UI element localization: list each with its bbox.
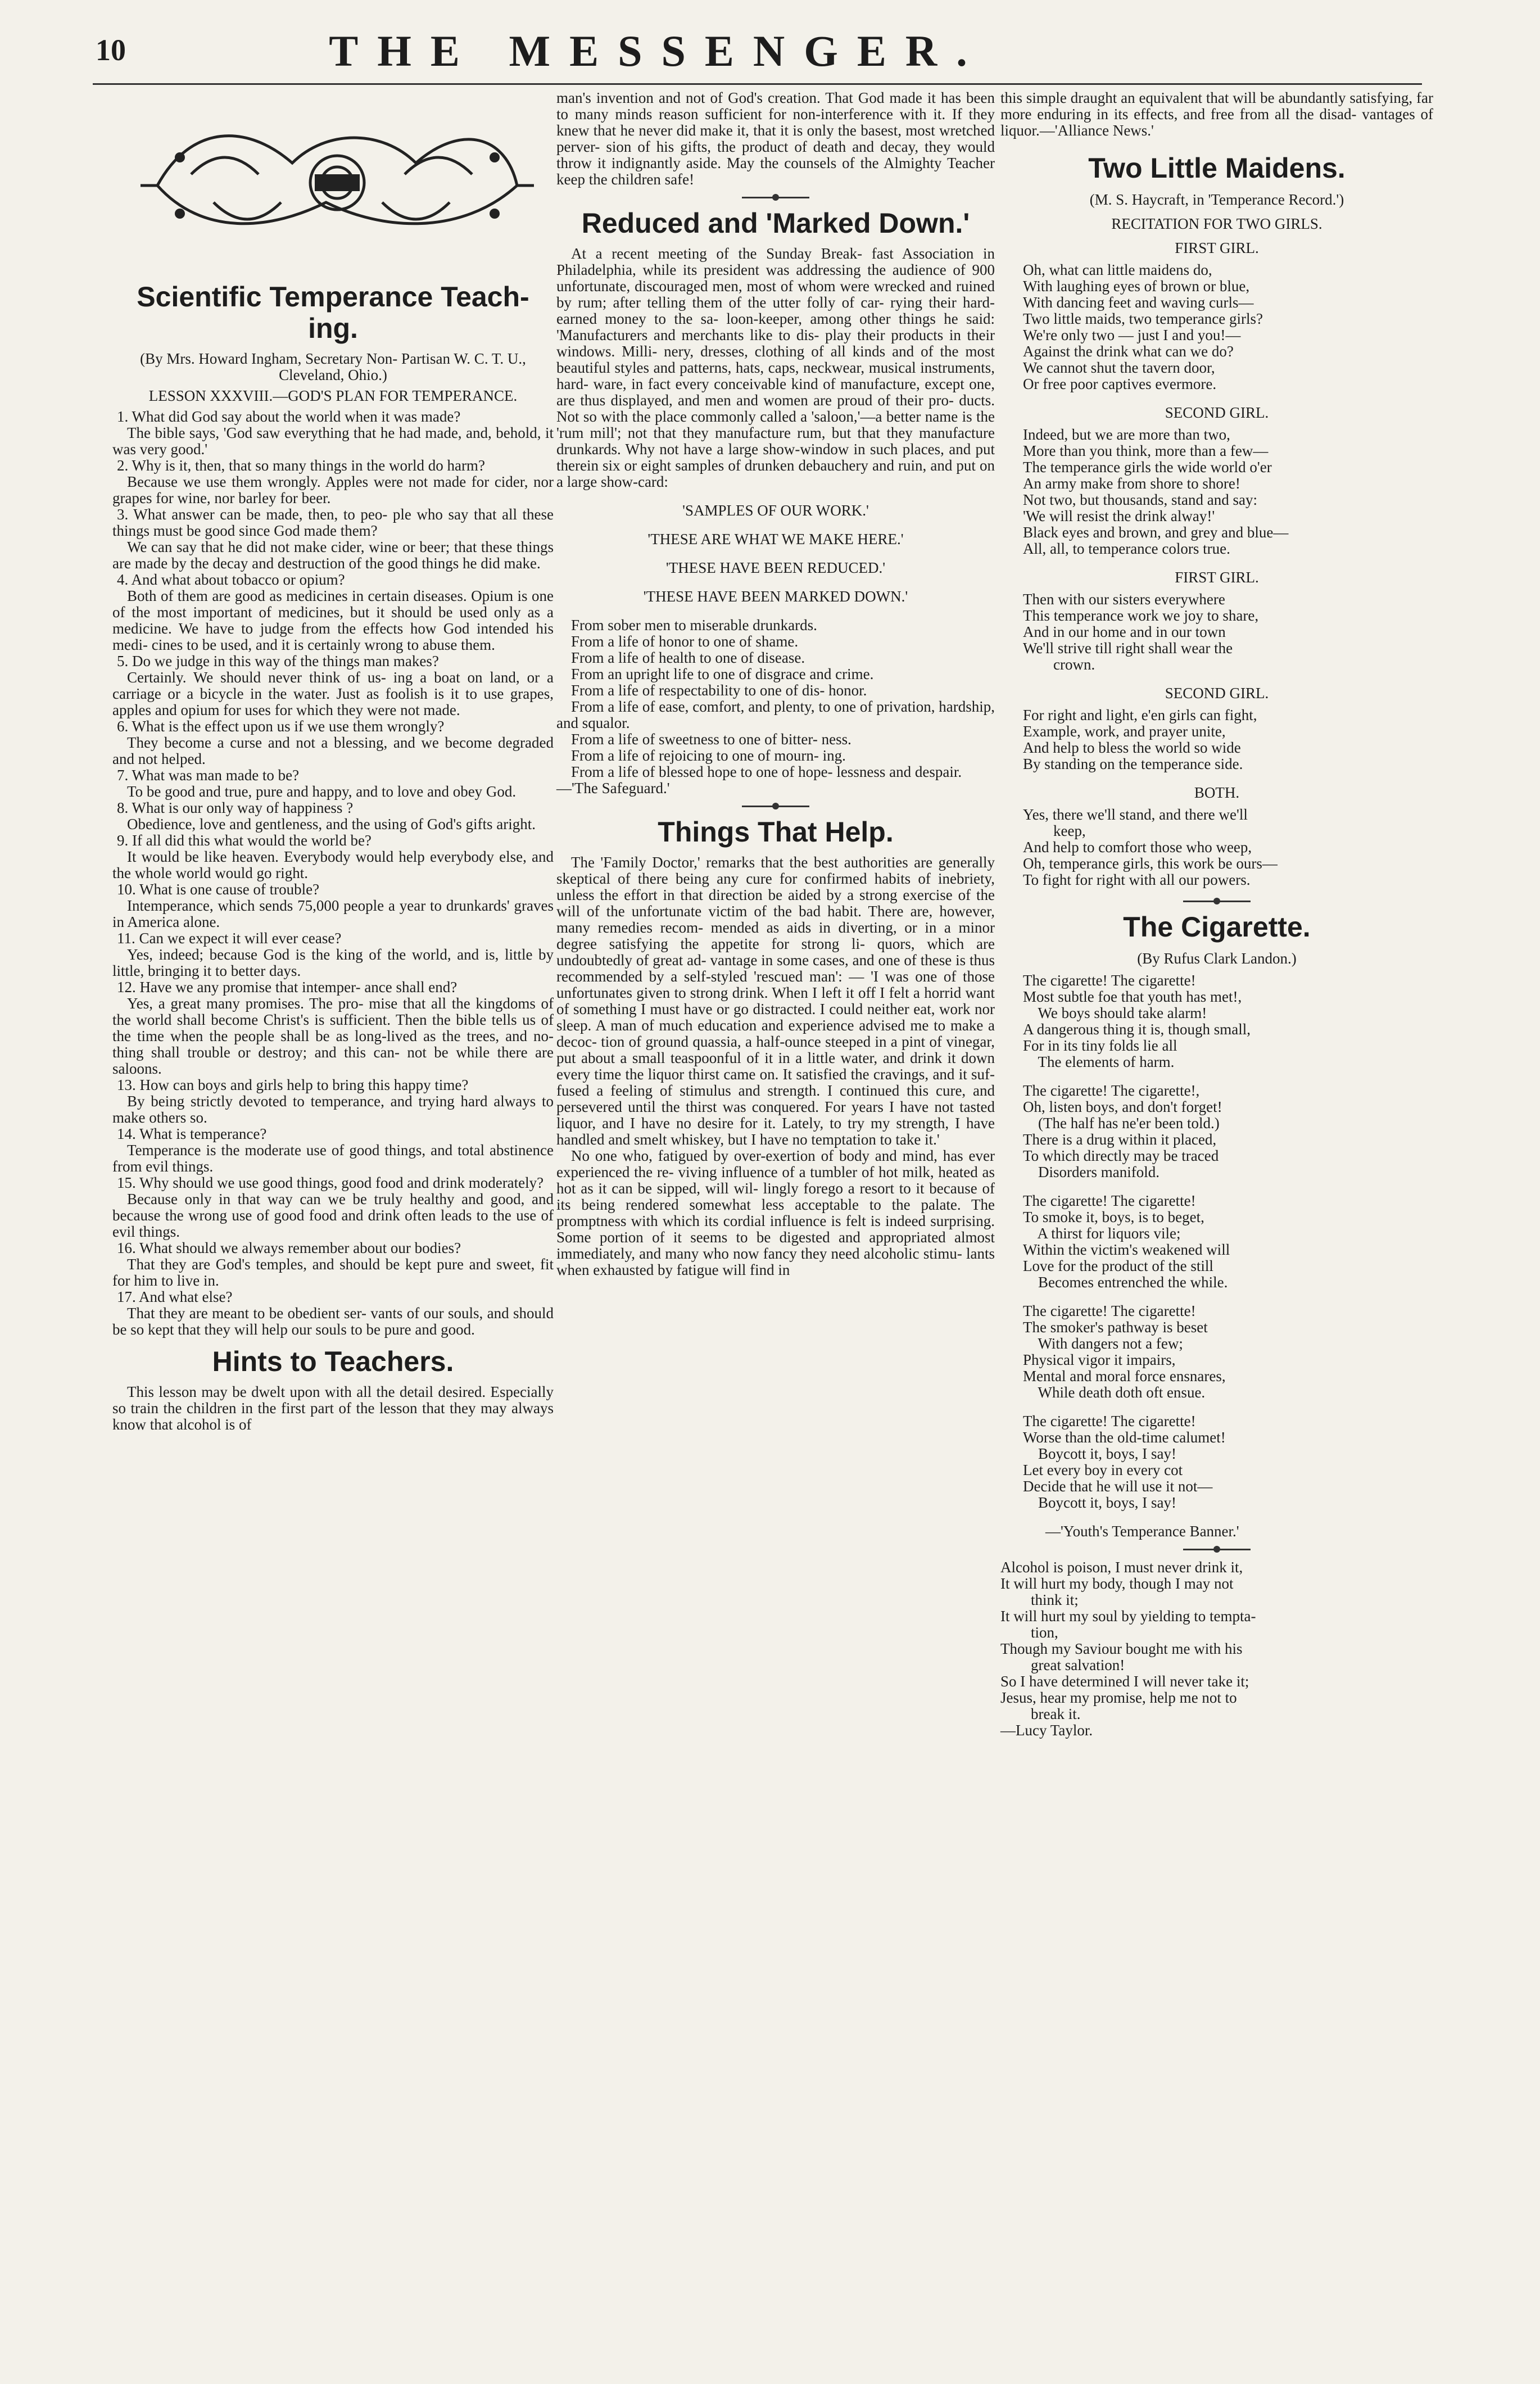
verse-line: Let every boy in every cot bbox=[1023, 1462, 1183, 1478]
verse-line: Physical vigor it impairs, bbox=[1023, 1351, 1176, 1368]
verse-line: Disorders manifold. bbox=[1023, 1164, 1159, 1180]
verse-line: With laughing eyes of brown or blue, bbox=[1023, 278, 1250, 295]
lesson-paragraph: 14. What is temperance? bbox=[117, 1125, 267, 1142]
alcohol-verse bbox=[1000, 1559, 1433, 1722]
poem-stanza bbox=[1023, 707, 1433, 772]
verse-line: The elements of harm. bbox=[1023, 1053, 1175, 1070]
from-list-item: From a life of honor to one of shame. bbox=[571, 633, 799, 650]
verse-line: An army make from shore to shore! bbox=[1023, 475, 1240, 492]
verse-line: think it; bbox=[1000, 1591, 1079, 1608]
verse-line: It will hurt my body, though I may not bbox=[1000, 1575, 1234, 1592]
verse-line: (The half has ne'er been told.) bbox=[1023, 1115, 1220, 1132]
show-card-line: 'THESE ARE WHAT WE MAKE HERE.' bbox=[647, 531, 904, 548]
temperance-ornament-icon bbox=[124, 90, 540, 259]
verse-line: Oh, temperance girls, this work be ours— bbox=[1023, 855, 1278, 872]
verse-line: Love for the product of the still bbox=[1023, 1257, 1213, 1274]
verse-line: For in its tiny folds lie all bbox=[1023, 1037, 1177, 1054]
lesson-paragraph: 9. If all did this what would the world be? bbox=[117, 832, 372, 849]
lesson-paragraph: We can say that he did not make cider, wine or beer; that these things are made by the decay and destruction of the good things he did make. bbox=[112, 539, 554, 572]
article-title-things-that-help: Things That Help. bbox=[658, 816, 894, 848]
divider-rule bbox=[742, 806, 809, 807]
verse-line: This temperance work we joy to share, bbox=[1023, 607, 1259, 624]
verse-line: Boycott it, boys, I say! bbox=[1023, 1494, 1176, 1511]
things-text-2: No one who, fatigued by over-exertion of body and mind, has ever experienced the re- viving influence of a tumbler of hot milk, heated as hot as it can be sipped, will wil- lingly forego a resort to it because of its being rendered somewhat less acceptable to the palate. The promptness with which its cordial influence is felt is indeed surprising. Some portion of it seems to be digested and appropriated almost immediately, and many who now fancy they need alcoholic stimu- lants when exhausted by fatigue will find in bbox=[556, 1147, 995, 1278]
lesson-paragraph: Because only in that way can we be truly healthy and good, and because the wrong use of good food and drink often leads to the use of evil things. bbox=[112, 1191, 554, 1240]
lesson-paragraph: 7. What was man made to be? bbox=[117, 767, 300, 784]
lesson-paragraph: Both of them are good as medicines in certain diseases. Opium is one of the most important of medicines, but it should be used only as a medicine. We have to judge from the effects how God intended his medi- cines to be used, and it is certainly wrong to abuse them. bbox=[112, 587, 554, 653]
verse-line: Oh, what can little maidens do, bbox=[1023, 261, 1212, 278]
verse-line: There is a drug within it placed, bbox=[1023, 1131, 1217, 1148]
verse-line: Example, work, and prayer unite, bbox=[1023, 723, 1226, 740]
speaker-label: SECOND GIRL. bbox=[1165, 685, 1269, 702]
poem-stanza bbox=[1023, 1303, 1433, 1401]
lesson-paragraph: 2. Why is it, then, that so many things in the world do harm? bbox=[117, 457, 485, 474]
verse-line: The cigarette! The cigarette! bbox=[1023, 972, 1196, 989]
verse-line: Indeed, but we are more than two, bbox=[1023, 426, 1230, 443]
lesson-paragraph: 12. Have we any promise that intemper- ance shall end? bbox=[117, 979, 458, 996]
speaker-label: FIRST GIRL. bbox=[1175, 569, 1259, 586]
poem-stanza bbox=[1023, 1413, 1433, 1511]
column-3 bbox=[1000, 90, 1433, 1739]
column-2 bbox=[556, 90, 995, 1278]
verse-line: break it. bbox=[1000, 1706, 1081, 1722]
verse-line: Two little maids, two temperance girls? bbox=[1023, 310, 1263, 327]
lesson-paragraph: Yes, indeed; because God is the king of the world, and is, little by little, bringing it to better days. bbox=[112, 946, 554, 979]
verse-line: We're only two — just I and you!— bbox=[1023, 327, 1241, 343]
verse-line: Worse than the old-time calumet! bbox=[1023, 1429, 1226, 1446]
lesson-body bbox=[112, 409, 554, 1338]
lesson-paragraph: 10. What is one cause of trouble? bbox=[117, 881, 320, 898]
verse-line: We boys should take alarm! bbox=[1023, 1005, 1207, 1021]
from-list bbox=[556, 617, 995, 780]
verse-line: Oh, listen boys, and don't forget! bbox=[1023, 1098, 1222, 1115]
lesson-paragraph: The bible says, 'God saw everything that he had made, and, behold, it was very good.' bbox=[112, 424, 554, 458]
lesson-paragraph: By being strictly devoted to temperance, and trying hard always to make others so. bbox=[112, 1093, 554, 1126]
lesson-paragraph: 15. Why should we use good things, good food and drink moderately? bbox=[117, 1174, 544, 1191]
lesson-paragraph: Yes, a great many promises. The pro- mise that all the kingdoms of the world shall become Christ's is sufficient. Then the bible tells us of the time when the people shall be as long-lived as the trees, and no- thing shall trouble or destroy; and this can- not be while there are saloons. bbox=[112, 995, 554, 1077]
column-1 bbox=[112, 90, 554, 1433]
verse-line: With dancing feet and waving curls— bbox=[1023, 294, 1254, 311]
verse-line: It will hurt my soul by yielding to tempta- bbox=[1000, 1608, 1256, 1625]
verse-line: Or free poor captives evermore. bbox=[1023, 376, 1217, 392]
lesson-paragraph: 4. And what about tobacco or opium? bbox=[117, 571, 345, 588]
verse-line: The cigarette! The cigarette! bbox=[1023, 1192, 1196, 1209]
lesson-paragraph: Intemperance, which sends 75,000 people a year to drunkards' graves in America alone. bbox=[112, 897, 554, 930]
page-number: 10 bbox=[96, 33, 126, 67]
lesson-paragraph: To be good and true, pure and happy, and to love and obey God. bbox=[127, 783, 517, 800]
poem-stanza bbox=[1023, 1083, 1433, 1180]
from-list-item: From a life of respectability to one of dis- honor. bbox=[571, 682, 867, 699]
lesson-paragraph: It would be like heaven. Everybody would help everybody else, and the whole world would go right. bbox=[112, 848, 554, 881]
divider-rule bbox=[1183, 901, 1251, 902]
verse-line: Then with our sisters everywhere bbox=[1023, 591, 1225, 608]
verse-line: With dangers not a few; bbox=[1023, 1335, 1183, 1352]
verse-line: Alcohol is poison, I must never drink it, bbox=[1000, 1559, 1243, 1576]
show-card-line: 'THESE HAVE BEEN REDUCED.' bbox=[665, 559, 886, 576]
verse-line: The temperance girls the wide world o'er bbox=[1023, 459, 1272, 476]
reduced-credit: —'The Safeguard.' bbox=[556, 780, 670, 797]
header-rule bbox=[93, 83, 1422, 85]
divider-rule bbox=[1183, 1549, 1251, 1550]
verse-line: The smoker's pathway is beset bbox=[1023, 1319, 1208, 1336]
lesson-paragraph: 5. Do we judge in this way of the things man makes? bbox=[117, 653, 439, 669]
verse-credit: —Lucy Taylor. bbox=[1000, 1722, 1093, 1739]
from-list-item: From a life of rejoicing to one of mourn- ing. bbox=[571, 747, 846, 764]
lesson-paragraph: 17. And what else? bbox=[117, 1288, 233, 1305]
things-text-1: The 'Family Doctor,' remarks that the best authorities are generally skeptical of there being any cure for confirmed habits of inebriety, unless the effort in that direction be aided by a strong exercise of the will of the unfortunate victim of the bad habit. There are, however, many remedies recom- mended as aids in diverting, or in a minor degree satisfying the appetite for strong li- quors, which are undoubtedly of great ad- vantage in some cases, and one of these is thus recommended by a self-styled 'rescued man': — 'I was one of those unfortunates given to strong drink. When I left it off I felt a horrid want of something I must have or go distracted. I could neither eat, work nor sleep. A man of much education and experience advised me to make a decoc- tion of ground quassia, a half-ounce steeped in a pint of vinegar, put about a small teaspoonful of it in a little water, and drink it down every time the liquor thirst came on. It satisfied the cravings, and it suf- fused a feeling of stimulus and strength. I continued this cure, and persevered until the thirst was conquered. For years I have not tasted liquor, and I have no desire for it. Lately, to try my strength, I have handled and smelt whiskey, but I have no temptation to take it.' bbox=[556, 854, 995, 1148]
poem-stanza bbox=[1023, 427, 1433, 557]
verse-line: Mental and moral force ensnares, bbox=[1023, 1368, 1226, 1385]
from-list-item: From sober men to miserable drunkards. bbox=[571, 617, 817, 634]
lesson-paragraph: Because we use them wrongly. Apples were not made for cider, nor grapes for wine, nor barley for beer. bbox=[112, 473, 554, 506]
poem-credit: —'Youth's Temperance Banner.' bbox=[1045, 1523, 1239, 1540]
masthead-title: THE MESSENGER. bbox=[329, 26, 986, 75]
from-list-item: From a life of blessed hope to one of hope- lessness and despair. bbox=[571, 763, 962, 780]
verse-line: More than you think, more than a few— bbox=[1023, 442, 1269, 459]
verse-line: great salvation! bbox=[1000, 1657, 1125, 1673]
lesson-heading: LESSON XXXVIII.—GOD'S PLAN FOR TEMPERANCE. bbox=[148, 387, 518, 404]
from-list-item: From a life of health to one of disease. bbox=[571, 649, 805, 666]
verse-line: Against the drink what can we do? bbox=[1023, 343, 1234, 360]
poem-stanza bbox=[1023, 1193, 1433, 1291]
hints-title: Hints to Teachers. bbox=[212, 1346, 454, 1377]
poem-title-two-little-maidens: Two Little Maidens. bbox=[1088, 152, 1346, 184]
poem-stanza bbox=[1023, 972, 1433, 1070]
lesson-paragraph: Certainly. We should never think of us- ing a boat on land, or a carriage or a bicycle in the water. Just as foolish is it to use grapes, apples and opium for uses for which they were not made. bbox=[112, 669, 554, 718]
verse-line: Within the victim's weakened will bbox=[1023, 1241, 1230, 1258]
lesson-paragraph: That they are God's temples, and should be kept pure and sweet, fit for him to live in. bbox=[112, 1256, 554, 1289]
hints-text: This lesson may be dwelt upon with all the detail desired. Especially so train the children in the first part of the lesson that they may always know that alcohol is of bbox=[112, 1383, 554, 1433]
poem-source: (M. S. Haycraft, in 'Temperance Record.') bbox=[1089, 191, 1344, 208]
speaker-label: FIRST GIRL. bbox=[1175, 239, 1259, 256]
verse-line: Boycott it, boys, I say! bbox=[1023, 1445, 1176, 1462]
lesson-paragraph: 13. How can boys and girls help to bring this happy time? bbox=[117, 1076, 469, 1093]
verse-line: For right and light, e'en girls can fight, bbox=[1023, 707, 1257, 723]
lesson-paragraph: 11. Can we expect it will ever cease? bbox=[117, 930, 342, 947]
verse-line: To fight for right with all our powers. bbox=[1023, 871, 1251, 888]
verse-line: To which directly may be traced bbox=[1023, 1147, 1219, 1164]
verse-line: Black eyes and brown, and grey and blue— bbox=[1023, 524, 1289, 541]
verse-line: All, all, to temperance colors true. bbox=[1023, 540, 1230, 557]
verse-line: So I have determined I will never take it; bbox=[1000, 1673, 1249, 1690]
lesson-paragraph: 6. What is the effect upon us if we use them wrongly? bbox=[117, 718, 445, 735]
verse-line: We'll strive till right shall wear the bbox=[1023, 640, 1233, 657]
verse-line: While death doth oft ensue. bbox=[1023, 1384, 1206, 1401]
lesson-paragraph: 16. What should we always remember about our bodies? bbox=[117, 1240, 461, 1256]
verse-line: Yes, there we'll stand, and there we'll bbox=[1023, 806, 1248, 823]
lesson-paragraph: 3. What answer can be made, then, to peo- ple who say that all these things must be good since God made them? bbox=[112, 506, 554, 539]
lesson-paragraph: That they are meant to be obedient ser- vants of our souls, and should be so kept that they will help our souls to be pure and good. bbox=[112, 1305, 554, 1338]
verse-line: And help to comfort those who weep, bbox=[1023, 839, 1252, 856]
from-list-item: From an upright life to one of disgrace and crime. bbox=[571, 666, 874, 682]
reduced-text: At a recent meeting of the Sunday Break- fast Association in Philadelphia, while its president was addressing the audience of 900 unfortunate, discouraged men, most of whom were wrecked and ruined by rum; after telling them of the utter folly of car- rying their hard-earned money to the sa- loon-keeper, among other things he said: 'Manufacturers and merchants like to dis- play their products in their windows. Milli- nery, dresses, clothing of all kinds and of the most beautiful styles and patterns, hats, caps, neckwear, musical instruments, hard- ware, in fact every conceivable kind of manufacture, except one, are thus displayed, and men and women are proud of their pro- ducts. Not so with the place commonly called a 'saloon,'—a better name is the 'rum mill'; not that they manufacture rum, but that they manufacture drunkards. Why not have a large show-window in such places, and put therein six or eight samples of drunken debauchery and ruin, and put on a large show-card: bbox=[556, 245, 995, 490]
verse-line: By standing on the temperance side. bbox=[1023, 756, 1243, 772]
verse-line: The cigarette! The cigarette! bbox=[1023, 1413, 1196, 1430]
verse-line: And in our home and in our town bbox=[1023, 623, 1226, 640]
article-title-reduced: Reduced and 'Marked Down.' bbox=[581, 207, 970, 239]
show-card-line: 'SAMPLES OF OUR WORK.' bbox=[682, 502, 869, 519]
verse-line: To smoke it, boys, is to beget, bbox=[1023, 1209, 1204, 1225]
lesson-paragraph: 1. What did God say about the world when it was made? bbox=[117, 408, 461, 425]
verse-line: Most subtle foe that youth has met!, bbox=[1023, 988, 1242, 1005]
speaker-label: BOTH. bbox=[1194, 784, 1240, 801]
verse-line: A dangerous thing it is, though small, bbox=[1023, 1021, 1251, 1038]
verse-line: A thirst for liquors vile; bbox=[1023, 1225, 1181, 1242]
poem-title-cigarette: The Cigarette. bbox=[1123, 911, 1311, 943]
verse-line: And help to bless the world so wide bbox=[1023, 739, 1241, 756]
verse-line: tion, bbox=[1000, 1624, 1058, 1641]
poem-stanza bbox=[1023, 591, 1433, 673]
verse-line: Not two, but thousands, stand and say: bbox=[1023, 491, 1257, 508]
verse-line: Becomes entrenched the while. bbox=[1023, 1274, 1228, 1291]
poem-subtitle: RECITATION FOR TWO GIRLS. bbox=[1111, 215, 1322, 232]
article-title-scientific-temperance: Scientific Temperance Teach- ing. bbox=[137, 281, 529, 344]
lesson-paragraph: Temperance is the moderate use of good things, and total abstinence from evil things. bbox=[112, 1142, 554, 1175]
verse-line: The cigarette! The cigarette!, bbox=[1023, 1082, 1200, 1099]
verse-line: Jesus, hear my promise, help me not to bbox=[1000, 1689, 1237, 1706]
divider-rule bbox=[742, 197, 809, 198]
speaker-label: SECOND GIRL. bbox=[1165, 404, 1269, 421]
verse-line: Though my Saviour bought me with his bbox=[1000, 1640, 1243, 1657]
from-list-item: From a life of sweetness to one of bitter- ness. bbox=[571, 731, 851, 748]
verse-line: keep, bbox=[1023, 822, 1086, 839]
verse-line: Decide that he will use it not— bbox=[1023, 1478, 1213, 1495]
lesson-paragraph: They become a curse and not a blessing, and we become degraded and not helped. bbox=[112, 734, 554, 767]
poem-byline: (By Rufus Clark Landon.) bbox=[1137, 950, 1297, 967]
poem-stanza bbox=[1023, 807, 1433, 888]
from-list-item: From a life of ease, comfort, and plenty, to one of privation, hardship, and squalor. bbox=[556, 698, 995, 731]
lesson-paragraph: Obedience, love and gentleness, and the using of God's gifts aright. bbox=[127, 816, 536, 833]
continued-text: man's invention and not of God's creation. That God made it has been to many minds reason sufficient for non-interference with it. If they knew that he never did make it, that it is only the basest, most wretched perver- sion of his gifts, the product of death and decay, they would throw it indignantly aside. May the counsels of the Almighty Teacher keep the children safe! bbox=[556, 89, 995, 188]
verse-line: The cigarette! The cigarette! bbox=[1023, 1302, 1196, 1319]
article-byline: (By Mrs. Howard Ingham, Secretary Non- Partisan W. C. T. U., Cleveland, Ohio.) bbox=[140, 350, 526, 383]
poem-stanza bbox=[1023, 262, 1433, 392]
verse-line: We cannot shut the tavern door, bbox=[1023, 359, 1215, 376]
show-card-line: 'THESE HAVE BEEN MARKED DOWN.' bbox=[643, 588, 908, 605]
verse-line: 'We will resist the drink alway!' bbox=[1023, 508, 1215, 524]
lesson-paragraph: 8. What is our only way of happiness ? bbox=[117, 799, 354, 816]
continued-text: this simple draught an equivalent that will be abundantly satisfying, far more enduring in its effects, and free from all the disad- vantages of liquor.—'Alliance News.' bbox=[1000, 89, 1433, 139]
verse-line: crown. bbox=[1023, 656, 1095, 673]
